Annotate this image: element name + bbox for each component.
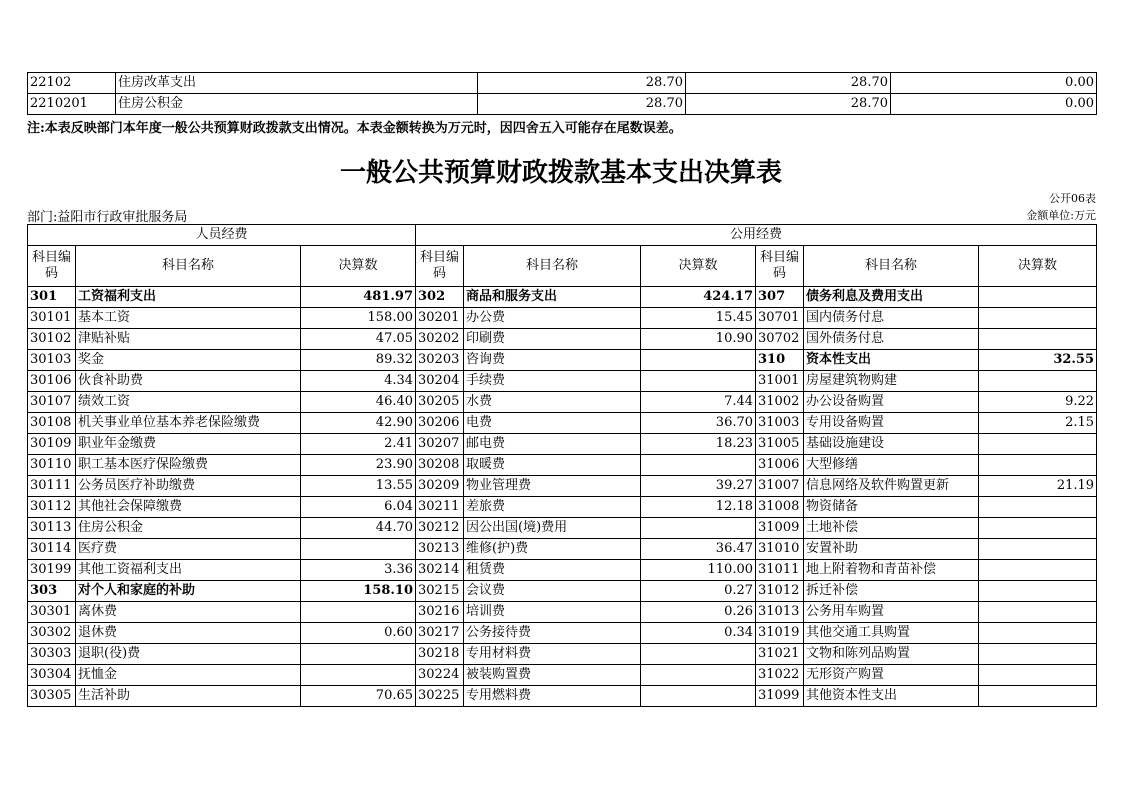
cell-code: 302 <box>416 287 464 308</box>
cell-amount: 110.00 <box>641 560 756 581</box>
cell-name: 拆迁补偿 <box>804 581 979 602</box>
cell-name: 印刷费 <box>464 329 641 350</box>
cell-code: 31022 <box>756 665 804 686</box>
cell-name: 大型修缮 <box>804 455 979 476</box>
cell-amount: 158.00 <box>301 308 416 329</box>
cell-code: 30208 <box>416 455 464 476</box>
cell-amount <box>979 308 1097 329</box>
cell-code: 301 <box>28 287 76 308</box>
cell-name: 安置补助 <box>804 539 979 560</box>
cell-name: 津贴补贴 <box>76 329 301 350</box>
table-row <box>28 413 1097 434</box>
col-amount: 决算数 <box>979 246 1097 287</box>
table-row <box>28 308 1097 329</box>
cell-code: 30201 <box>416 308 464 329</box>
cell-amount <box>979 455 1097 476</box>
cell-code: 31012 <box>756 581 804 602</box>
department-label: 部门:益阳市行政审批服务局 <box>27 210 188 225</box>
cell-name: 资本性支出 <box>804 350 979 371</box>
cell-amount <box>979 287 1097 308</box>
cell-name: 土地补偿 <box>804 518 979 539</box>
col-code: 科目编码 <box>416 246 464 287</box>
cell-name: 地上附着物和青苗补偿 <box>804 560 979 581</box>
cell-name: 被装购置费 <box>464 665 641 686</box>
cell-name: 债务利息及费用支出 <box>804 287 979 308</box>
group-public: 公用经费 <box>416 225 1097 246</box>
cell-code: 30112 <box>28 497 76 518</box>
table-row <box>28 94 1097 115</box>
cell-name: 退休费 <box>76 623 301 644</box>
cell-code: 30302 <box>28 623 76 644</box>
cell-amount <box>979 602 1097 623</box>
table-row <box>28 581 1097 602</box>
cell-name: 其他社会保障缴费 <box>76 497 301 518</box>
table-row <box>28 644 1097 665</box>
cell-code: 310 <box>756 350 804 371</box>
cell-code: 30204 <box>416 371 464 392</box>
cell-code: 31002 <box>756 392 804 413</box>
cell-name: 物资储备 <box>804 497 979 518</box>
cell-value: 0.00 <box>891 73 1097 94</box>
cell-name: 差旅费 <box>464 497 641 518</box>
cell-amount <box>979 434 1097 455</box>
cell-amount <box>641 518 756 539</box>
cell-code: 30207 <box>416 434 464 455</box>
table-row <box>28 392 1097 413</box>
cell-amount <box>641 350 756 371</box>
cell-amount <box>979 371 1097 392</box>
cell-amount <box>979 623 1097 644</box>
cell-code: 30203 <box>416 350 464 371</box>
table-row <box>28 455 1097 476</box>
cell-name: 邮电费 <box>464 434 641 455</box>
cell-amount <box>979 665 1097 686</box>
table-row <box>28 371 1097 392</box>
cell-code: 30106 <box>28 371 76 392</box>
cell-amount: 42.90 <box>301 413 416 434</box>
cell-name: 会议费 <box>464 581 641 602</box>
cell-amount <box>641 665 756 686</box>
cell-code: 30206 <box>416 413 464 434</box>
cell-code: 30218 <box>416 644 464 665</box>
cell-name: 电费 <box>464 413 641 434</box>
cell-name: 办公设备购置 <box>804 392 979 413</box>
cell-name: 培训费 <box>464 602 641 623</box>
cell-amount: 44.70 <box>301 518 416 539</box>
cell-code: 30211 <box>416 497 464 518</box>
cell-name: 奖金 <box>76 350 301 371</box>
cell-name: 信息网络及软件购置更新 <box>804 476 979 497</box>
cell-amount: 18.23 <box>641 434 756 455</box>
cell-amount: 70.65 <box>301 686 416 707</box>
amount-unit: 金额单位:万元 <box>1026 209 1096 222</box>
cell-amount: 4.34 <box>301 371 416 392</box>
cell-amount: 158.10 <box>301 581 416 602</box>
cell-code: 30214 <box>416 560 464 581</box>
table-note: 注:本表反映部门本年度一般公共预算财政拨款支出情况。本表金额转换为万元时，因四舍五入可能存在尾数误差。 <box>27 121 682 136</box>
page-title: 一般公共预算财政拨款基本支出决算表 <box>339 158 782 188</box>
cell-amount: 0.34 <box>641 623 756 644</box>
cell-amount <box>301 602 416 623</box>
col-amount: 决算数 <box>301 246 416 287</box>
cell-code: 2210201 <box>28 94 116 115</box>
cell-amount <box>979 518 1097 539</box>
cell-value: 28.70 <box>478 73 686 94</box>
cell-name: 其他工资福利支出 <box>76 560 301 581</box>
cell-name: 物业管理费 <box>464 476 641 497</box>
cell-amount: 0.60 <box>301 623 416 644</box>
cell-amount: 21.19 <box>979 476 1097 497</box>
cell-amount: 2.41 <box>301 434 416 455</box>
cell-name: 公务用车购置 <box>804 602 979 623</box>
cell-name: 离休费 <box>76 602 301 623</box>
cell-name: 手续费 <box>464 371 641 392</box>
table-row <box>28 686 1097 707</box>
cell-amount <box>641 371 756 392</box>
form-code: 公开06表 <box>1049 192 1096 205</box>
cell-amount: 32.55 <box>979 350 1097 371</box>
cell-amount <box>979 581 1097 602</box>
cell-code: 31008 <box>756 497 804 518</box>
cell-code: 31009 <box>756 518 804 539</box>
col-code: 科目编码 <box>28 246 76 287</box>
cell-amount <box>979 497 1097 518</box>
cell-code: 30209 <box>416 476 464 497</box>
col-name: 科目名称 <box>804 246 979 287</box>
cell-amount <box>641 686 756 707</box>
cell-amount: 23.90 <box>301 455 416 476</box>
cell-code: 30202 <box>416 329 464 350</box>
col-code: 科目编码 <box>756 246 804 287</box>
cell-code: 31001 <box>756 371 804 392</box>
cell-amount: 39.27 <box>641 476 756 497</box>
table-row <box>28 287 1097 308</box>
cell-code: 31099 <box>756 686 804 707</box>
cell-amount: 36.47 <box>641 539 756 560</box>
cell-amount <box>979 539 1097 560</box>
cell-name: 基础设施建设 <box>804 434 979 455</box>
cell-code: 30109 <box>28 434 76 455</box>
cell-code: 307 <box>756 287 804 308</box>
cell-code: 30110 <box>28 455 76 476</box>
cell-name: 职工基本医疗保险缴费 <box>76 455 301 476</box>
cell-code: 30213 <box>416 539 464 560</box>
cell-code: 30225 <box>416 686 464 707</box>
cell-name: 其他资本性支出 <box>804 686 979 707</box>
cell-code: 31013 <box>756 602 804 623</box>
cell-name: 抚恤金 <box>76 665 301 686</box>
cell-code: 30303 <box>28 644 76 665</box>
col-name: 科目名称 <box>464 246 641 287</box>
cell-name: 机关事业单位基本养老保险缴费 <box>76 413 301 434</box>
cell-code: 30113 <box>28 518 76 539</box>
cell-code: 31021 <box>756 644 804 665</box>
cell-code: 30103 <box>28 350 76 371</box>
table-row <box>28 434 1097 455</box>
cell-code: 31005 <box>756 434 804 455</box>
cell-name: 公务接待费 <box>464 623 641 644</box>
cell-code: 30114 <box>28 539 76 560</box>
cell-code: 30304 <box>28 665 76 686</box>
cell-amount <box>301 539 416 560</box>
cell-code: 31003 <box>756 413 804 434</box>
cell-name: 基本工资 <box>76 308 301 329</box>
cell-code: 31019 <box>756 623 804 644</box>
cell-name: 职业年金缴费 <box>76 434 301 455</box>
cell-amount <box>979 644 1097 665</box>
cell-name: 无形资产购置 <box>804 665 979 686</box>
cell-name: 退职(役)费 <box>76 644 301 665</box>
cell-name: 住房公积金 <box>116 94 478 115</box>
cell-name: 住房公积金 <box>76 518 301 539</box>
cell-code: 30224 <box>416 665 464 686</box>
cell-code: 31007 <box>756 476 804 497</box>
table-row <box>28 518 1097 539</box>
cell-value: 28.70 <box>686 94 891 115</box>
cell-name: 国内债务付息 <box>804 308 979 329</box>
cell-name: 专用燃料费 <box>464 686 641 707</box>
cell-name: 商品和服务支出 <box>464 287 641 308</box>
cell-code: 30217 <box>416 623 464 644</box>
cell-name: 维修(护)费 <box>464 539 641 560</box>
cell-code: 30199 <box>28 560 76 581</box>
cell-code: 30107 <box>28 392 76 413</box>
cell-code: 30215 <box>416 581 464 602</box>
cell-code: 31011 <box>756 560 804 581</box>
cell-name: 公务员医疗补助缴费 <box>76 476 301 497</box>
cell-code: 30702 <box>756 329 804 350</box>
cell-code: 30205 <box>416 392 464 413</box>
cell-amount <box>979 686 1097 707</box>
col-name: 科目名称 <box>76 246 301 287</box>
cell-amount: 36.70 <box>641 413 756 434</box>
cell-amount: 15.45 <box>641 308 756 329</box>
cell-name: 水费 <box>464 392 641 413</box>
cell-amount: 46.40 <box>301 392 416 413</box>
cell-amount: 89.32 <box>301 350 416 371</box>
cell-name: 专用设备购置 <box>804 413 979 434</box>
cell-name: 住房改革支出 <box>116 73 478 94</box>
cell-value: 28.70 <box>686 73 891 94</box>
cell-amount <box>301 665 416 686</box>
basic-expenditure-table <box>27 224 1097 707</box>
cell-code: 30301 <box>28 602 76 623</box>
cell-amount: 12.18 <box>641 497 756 518</box>
cell-amount: 0.26 <box>641 602 756 623</box>
cell-amount: 9.22 <box>979 392 1097 413</box>
previous-table-fragment <box>27 72 1097 115</box>
cell-name: 伙食补助费 <box>76 371 301 392</box>
table-row <box>28 560 1097 581</box>
cell-code: 30111 <box>28 476 76 497</box>
cell-amount <box>979 329 1097 350</box>
cell-amount <box>979 560 1097 581</box>
cell-code: 22102 <box>28 73 116 94</box>
table-row <box>28 623 1097 644</box>
cell-amount: 6.04 <box>301 497 416 518</box>
cell-amount: 10.90 <box>641 329 756 350</box>
cell-name: 医疗费 <box>76 539 301 560</box>
cell-name: 因公出国(境)费用 <box>464 518 641 539</box>
cell-name: 咨询费 <box>464 350 641 371</box>
cell-name: 办公费 <box>464 308 641 329</box>
table-row <box>28 73 1097 94</box>
cell-name: 房屋建筑物购建 <box>804 371 979 392</box>
cell-code: 31006 <box>756 455 804 476</box>
cell-name: 国外债务付息 <box>804 329 979 350</box>
table-row <box>28 329 1097 350</box>
table-row <box>28 602 1097 623</box>
col-amount: 决算数 <box>641 246 756 287</box>
cell-name: 专用材料费 <box>464 644 641 665</box>
group-personnel: 人员经费 <box>28 225 416 246</box>
cell-amount: 13.55 <box>301 476 416 497</box>
cell-name: 生活补助 <box>76 686 301 707</box>
cell-amount: 424.17 <box>641 287 756 308</box>
cell-code: 30305 <box>28 686 76 707</box>
cell-amount <box>641 644 756 665</box>
cell-code: 30102 <box>28 329 76 350</box>
cell-amount: 2.15 <box>979 413 1097 434</box>
cell-value: 0.00 <box>891 94 1097 115</box>
cell-name: 租赁费 <box>464 560 641 581</box>
cell-amount: 7.44 <box>641 392 756 413</box>
cell-amount: 47.05 <box>301 329 416 350</box>
cell-amount <box>641 455 756 476</box>
cell-name: 文物和陈列品购置 <box>804 644 979 665</box>
cell-code: 30108 <box>28 413 76 434</box>
cell-name: 对个人和家庭的补助 <box>76 581 301 602</box>
cell-code: 30212 <box>416 518 464 539</box>
table-row <box>28 539 1097 560</box>
cell-amount <box>301 644 416 665</box>
cell-name: 绩效工资 <box>76 392 301 413</box>
cell-name: 工资福利支出 <box>76 287 301 308</box>
cell-name: 取暖费 <box>464 455 641 476</box>
table-row <box>28 497 1097 518</box>
cell-code: 30701 <box>756 308 804 329</box>
cell-amount: 0.27 <box>641 581 756 602</box>
cell-name: 其他交通工具购置 <box>804 623 979 644</box>
table-row <box>28 476 1097 497</box>
cell-value: 28.70 <box>478 94 686 115</box>
cell-code: 30216 <box>416 602 464 623</box>
table-row <box>28 665 1097 686</box>
cell-code: 303 <box>28 581 76 602</box>
cell-amount: 3.36 <box>301 560 416 581</box>
cell-amount: 481.97 <box>301 287 416 308</box>
cell-code: 31010 <box>756 539 804 560</box>
cell-code: 30101 <box>28 308 76 329</box>
table-row <box>28 350 1097 371</box>
